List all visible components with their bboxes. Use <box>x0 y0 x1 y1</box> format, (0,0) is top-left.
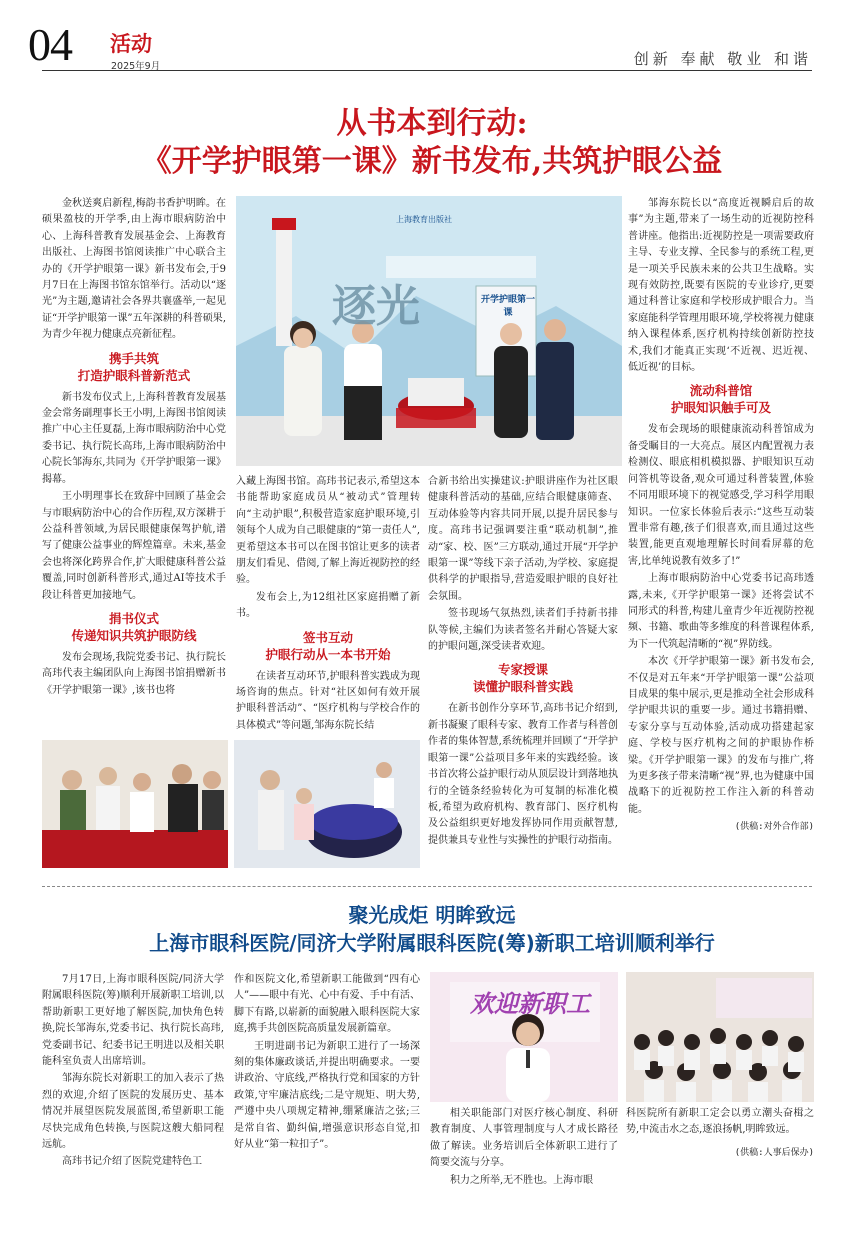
paragraph: 相关职能部门对医疗核心制度、科研教育制度、人事管理制度与人才成长路径做了解读。业务培训后全体新职工进行了简要交流与分享。 <box>430 1108 618 1169</box>
paragraph: 积力之所举,无不胜也。上海市眼 <box>450 1174 594 1186</box>
paragraph: 邹海东院长以“高度近视瞬启后的故事”为主题,带来了一场生动的近视防控科普讲座。他指出:近视防控是一项需要政府主导、专业支撑、全民参与的系统工程,更是一项关乎民族未来的公共卫生战略。实现有效防控,既要有医院的专业诊疗,更要通过科普让家庭和学校形成护眼合力。当家庭能科学管理用眼环境,学校将视力健康纳入课程体系,医疗机构持续创新防控技术,我们才能真正实现‘不近视、迟近视、低近视’的目标。 <box>628 198 814 374</box>
subheading-line: 流动科普馆 <box>689 383 753 399</box>
donation-photo <box>42 740 228 868</box>
article2-credit: (供稿:人事后保办) <box>734 1147 814 1158</box>
banner-backdrop-text: 逐光 <box>332 281 420 332</box>
paragraph: 在新书创作分享环节,高玮书记介绍到,新书凝聚了眼科专家、教育工作者与科普创作者的集体智慧,系统梳理并回顾了“开学护眼第一课”公益项目多年来的实践经验。该书首次将公益护眼行动从顶层设计到落地执行的全链条经验转化为可复制的标准化模板,希望为政府机构、教育部门、医疗机构及公益组织更好地发挥协同作用贡献智慧,提供兼具专业性与实操性的护眼行动指南。 <box>428 703 618 846</box>
paragraph: 上海市眼病防治中心党委书记高玮透露,未来,《开学护眼第一课》还将尝试不同形式的科普,构建儿童青少年近视防控视频、书籍、歌曲等多维度的科普课程体系,为下一代筑起清晰的“视”界防线。 <box>628 573 814 650</box>
article2-column4 <box>626 1106 814 1158</box>
paragraph: 高玮书记介绍了医院党建特色工 <box>62 1156 202 1168</box>
subheading-line: 护眼行动从一本书开始 <box>265 646 391 662</box>
article2-title-line2: 上海市眼科医院/同济大学附属眼科医院(筹)新职工培训顺利举行 <box>149 931 715 955</box>
article1-column2 <box>236 474 420 735</box>
article1-credit: (供稿:对外合作部) <box>734 822 814 833</box>
subheading-line: 专家授课 <box>497 662 548 678</box>
subheading-line: 捐书仪式 <box>108 610 159 626</box>
article1-title-line2: 《开学护眼第一课》新书发布,共筑护眼公益 <box>141 144 723 179</box>
subheading-line: 传递知识共筑护眼防线 <box>71 627 197 643</box>
article1-title-line1: 从书本到行动: <box>336 106 528 141</box>
banner-brand: 上海教育出版社 <box>396 215 452 224</box>
paragraph: 邹海东院长对新职工的加入表示了热烈的欢迎,介绍了医院的发展历史、基本情况并展望医院发展蓝图,希望新职工能尽快完成角色转换,与医院这艘大船同程远航。 <box>42 1073 224 1151</box>
subheading <box>628 382 814 416</box>
subheading-line: 读懂护眼科普实践 <box>472 679 573 695</box>
paragraph: 新书发布仪式上,上海科普教育发展基金会常务副理事长王小明,上海图书馆阅读推广中心主任夏磊,上海市眼病防治中心党委书记、执行院长高玮,上海市眼病防治中心院长邹海东,共同为《开学护眼第一课》揭幕。 <box>42 391 226 485</box>
speaker-photo <box>430 972 618 1102</box>
paragraph: 金秋送爽启新程,梅韵书香护明眸。在硕果盈枝的开学季,由上海市眼病防治中心、上海科普教育发展基金会、上海教育出版社、上海图书馆阅读推广中心联合主办的《开学护眼第一课》新书发布会,于9月7日在上海图书馆东馆举行。活动以“逐光”为主题,邀请社会各界共襄盛举,一起见证“开学护眼第一课”五年深耕的科普硕果,为青少年视力健康点亮新征程。 <box>42 198 226 341</box>
subheading <box>428 661 618 695</box>
audience-photo <box>626 972 814 1102</box>
subheading <box>42 350 226 384</box>
section-title: 活动 <box>110 32 152 56</box>
banner-welcome: 欢迎新职工 <box>470 989 590 1018</box>
article-divider <box>42 886 812 887</box>
article2-column3 <box>430 1106 618 1190</box>
paragraph: 王小明理事长在致辞中回顾了基金会与市眼病防治中心的合作历程,双方深耕于公益科普领域,为居民眼健康保驾护航,谱写了健康公益事业的辉煌篇章。未来,基金会也将深化跨界合作,扩大眼健康科普公益覆盖,同时创新科普形式,通过AI等技术手段让科普更加接地气。 <box>42 491 226 601</box>
article1-column4 <box>628 196 814 832</box>
paragraph: 在读者互动环节,护眼科普实践成为现场咨询的焦点。针对“社区如何有效开展护眼科普活动”、“医疗机构与学校合作的具体模式”等问题,邹海东院长结 <box>236 670 420 731</box>
interaction-photo <box>234 740 420 868</box>
paragraph: 签书现场气氛热烈,读者们手持新书排队等候,主编们为读者签名并耐心答疑大家的护眼问题,深受读者欢迎。 <box>428 608 618 653</box>
article2-title-line1: 聚光成炬 明眸致远 <box>348 903 516 927</box>
book-launch-photo <box>236 196 622 466</box>
paragraph: 科医院所有新职工定会以勇立潮头奋楫之势,中流击水之态,逐浪扬帆,明眸致远。 <box>626 1108 814 1136</box>
paragraph: 发布会现场,我院党委书记、执行院长高玮代表主编团队向上海图书馆捐赠新书《开学护眼第一课》,该书也将 <box>42 651 226 696</box>
subheading <box>236 629 420 663</box>
paragraph: 本次《开学护眼第一课》新书发布会,不仅是对五年来“开学护眼第一课”公益项目成果的集中展示,更是推动全社会形成科学护眼共识的重要一步。通过书籍捐赠、专家分享与互动体验,活动成功搭建起家庭、学校与医疗机构之间的护眼协作桥梁。《开学护眼第一课》的发布与推广,将为更多孩子带来清晰“视”界,也为健康中国战略下的近视防控工作注入新的科普动能。 <box>628 656 814 815</box>
paragraph: 入藏上海图书馆。高玮书记表示,希望这本书能帮助家庭成员从“被动式”管理转向“主动护眼”,积极营造家庭护眼环境,引领每个人成为自己眼健康的“第一责任人”,更希望这本书可以在图书馆让更多的读者朋友们看见、借阅,了解上海近视防控的经验。 <box>236 476 420 586</box>
header-rule <box>42 70 812 71</box>
issue-date: 2025年9月 <box>111 61 161 72</box>
paragraph: 7月17日,上海市眼科医院/同济大学附属眼科医院(筹)顺利开展新职工培训,以帮助新职工更好地了解医院,加快角色转换,院长邹海东,党委书记、执行院长高玮,党委副书记、纪委书记王明进以及相关职能科室负责人出席培训。 <box>42 974 224 1068</box>
subheading-line: 护眼知识触手可及 <box>670 400 771 416</box>
paragraph: 作和医院文化,希望新职工能做到“四有心人”——眼中有光、心中有爱、手中有活、脚下有路,以崭新的面貌融入眼科医院大家庭,携手共创医院高质量发展新篇章。 <box>234 974 420 1035</box>
subheading-line: 打造护眼科普新范式 <box>77 367 191 383</box>
paragraph: 王明进副书记为新职工进行了一场深刻的集体廉政谈话,并提出明确要求。一要讲政治、守底线,严格执行党和国家的方针政策,守牢廉洁底线;二是守规矩、明大势,严遵中央八项规定精神,绷紧廉洁之弦;三是常自省、勤纠偏,增强意识形态自觉,扣好从业“第一粒扣子”。 <box>234 1040 420 1151</box>
paragraph: 合新书给出实操建议:护眼讲座作为社区眼健康科普活动的基础,应结合眼健康筛查、互动体验等内容共同开展,以提升居民参与度。高玮书记强调要注重“联动机制”,推动“家、校、医”三方联动,通过开展“开学护眼第一课”等线下亲子活动,为学校、家庭提供科学的护眼指导,营造爱眼护眼的良好社会氛围。 <box>428 476 618 602</box>
paragraph: 发布会上,为12组社区家庭捐赠了新书。 <box>236 591 420 620</box>
article1-column3 <box>428 474 618 850</box>
article2-column1 <box>42 972 224 1172</box>
banner-book-title: 开学护眼第一课 <box>480 295 535 318</box>
article2-column2 <box>234 972 420 1154</box>
page-number: 04 <box>28 19 72 70</box>
subheading-line: 携手共筑 <box>108 350 159 366</box>
slogan: 创新 奉献 敬业 和谐 <box>633 50 812 68</box>
subheading <box>42 610 226 644</box>
article1-column1 <box>42 196 226 700</box>
paragraph: 发布会现场的眼健康流动科普馆成为备受瞩目的一大亮点。展区内配置视力表检测仪、眼底相机模拟器、护眼知识互动问答机等设备,观众可通过科普装置,体验不同用眼环境下的视觉感受,学习科学用眼知识。一位家长体验后表示:“这些互动装置非常有趣,孩子们很喜欢,而且通过这些装置,能更直观地理解长时间看屏幕的危害,比单纯说教有效多了!” <box>628 424 814 567</box>
subheading-line: 签书互动 <box>302 629 353 645</box>
